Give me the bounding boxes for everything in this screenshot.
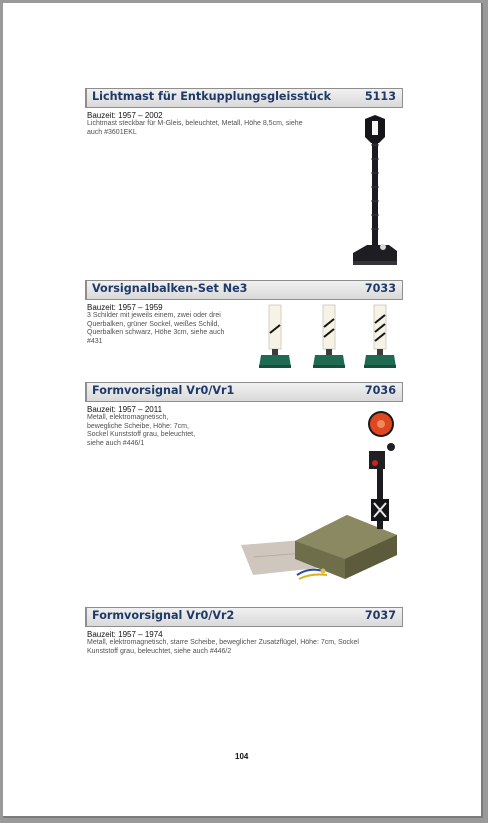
item-bauzeit: Bauzeit: 1957 – 2002 [87, 111, 163, 120]
item-bauzeit: Bauzeit: 1957 – 1974 [87, 630, 163, 639]
item-heading [85, 88, 403, 108]
item-heading [85, 607, 403, 627]
description-line: auch #3601EKL [87, 128, 137, 136]
lamp-post-icon [345, 111, 405, 271]
description-line: Querbalken schwarz, Höhe 3cm, siehe auch [87, 329, 225, 337]
distant-signal-icon [235, 407, 405, 587]
item-7037 [85, 607, 403, 677]
item-heading [85, 382, 403, 402]
page-number: 104 [235, 752, 249, 761]
description-line: Lichtmast steckbar für M-Gleis, beleuchtet, Metall, Höhe 8,5cm, siehe [87, 120, 303, 127]
item-bauzeit: Bauzeit: 1957 – 2011 [87, 405, 163, 414]
item-number: 7036 [364, 384, 396, 397]
item-heading [85, 280, 403, 300]
description-line: #431 [87, 337, 103, 345]
item-description [87, 120, 303, 137]
catalog-page [3, 3, 483, 818]
warning-boards-icon [253, 303, 403, 373]
description-line: Metall, elektromagnetisch, [87, 414, 169, 421]
item-title: Formvorsignal Vr0/Vr2 [92, 609, 235, 622]
description-line: siehe auch #446/1 [87, 439, 145, 447]
description-line: Querbalken, grüner Sockel, weißes Schild, [87, 320, 220, 328]
item-title: Lichtmast für Entkupplungsgleisstück [92, 90, 332, 103]
item-number: 5113 [364, 90, 396, 103]
item-number: 7037 [364, 609, 396, 622]
description-line: 3 Schilder mit jeweils einem, zwei oder drei [87, 312, 221, 319]
item-description [87, 414, 195, 448]
description-line: bewegliche Scheibe, Höhe: 7cm, [87, 422, 189, 430]
description-line: Metall, elektromagnetisch, starre Scheibe, beweglicher Zusatzflügel, Höhe: 7cm, Sockel [87, 639, 359, 646]
item-number: 7033 [364, 282, 396, 295]
item-description [87, 312, 224, 346]
item-title: Formvorsignal Vr0/Vr1 [92, 384, 235, 397]
item-description [87, 639, 359, 656]
item-title: Vorsignalbalken-Set Ne3 [92, 282, 248, 295]
description-line: Kunststoff grau, beleuchtet, siehe auch #446/2 [87, 647, 232, 655]
item-bauzeit: Bauzeit: 1957 – 1959 [87, 303, 163, 312]
description-line: Sockel Kunststoff grau, beleuchtet, [87, 431, 196, 439]
